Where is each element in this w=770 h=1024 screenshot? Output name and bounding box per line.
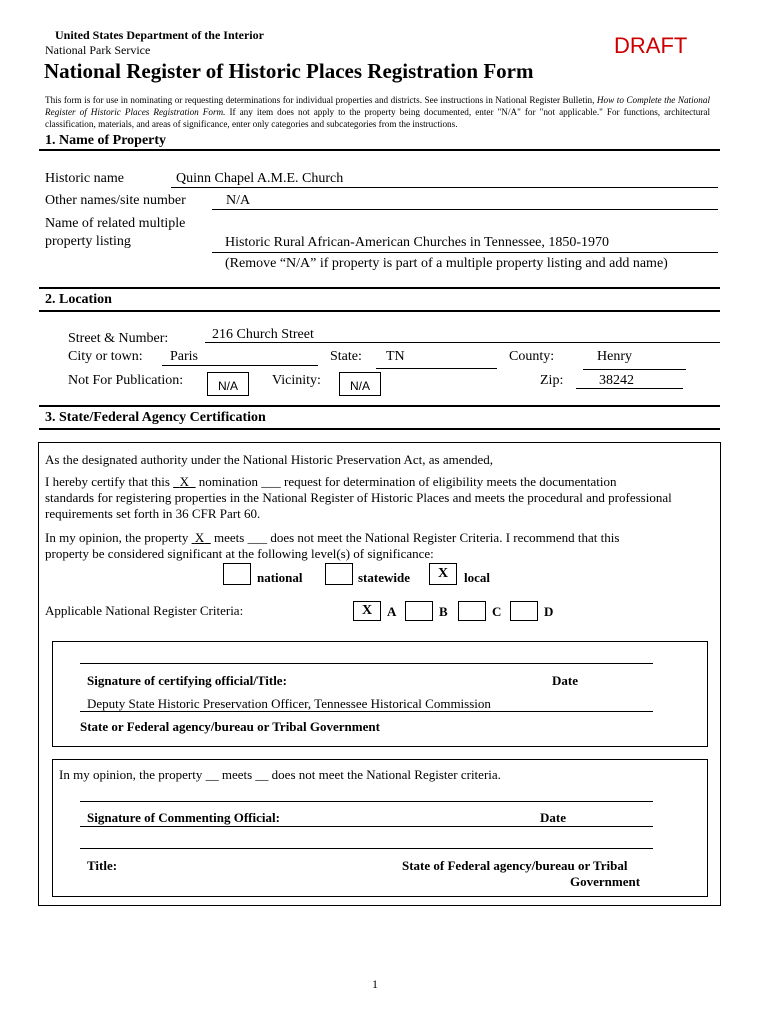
not-for-publication-label: Not For Publication: xyxy=(68,373,184,388)
local-checkbox[interactable]: X xyxy=(429,563,457,585)
related-listing-underline xyxy=(212,252,718,253)
opinion-not-meets-mark[interactable]: ___ xyxy=(247,530,268,545)
certify-request-mark[interactable]: ___ xyxy=(261,474,281,489)
state-value[interactable]: TN xyxy=(386,349,405,364)
city-value[interactable]: Paris xyxy=(170,349,198,364)
certify-line2: standards for registering properties in the National Register of Historic Places and meets the procedural and professional xyxy=(45,490,672,505)
section2-heading: 2. Location xyxy=(45,292,112,307)
related-listing-value[interactable]: Historic Rural African-American Churches in Tennessee, 1850-1970 xyxy=(225,235,610,250)
state-underline xyxy=(376,368,497,369)
statewide-label: statewide xyxy=(358,570,410,585)
criterion-b-checkbox[interactable] xyxy=(405,601,433,621)
official-title-underline xyxy=(80,711,653,712)
historic-name-value[interactable]: Quinn Chapel A.M.E. Church xyxy=(176,171,344,186)
city-label: City or town: xyxy=(68,349,143,364)
commenting-agency-line2: Government xyxy=(570,874,641,889)
form-instructions: This form is for use in nominating or requesting determinations for individual properties and districts. See instructions in National Register Bulletin, How to Complete the National Register of Historic Places Registration Form. If any item does not apply to the property being documented, enter "N/A" for "not applicable." For functions, architectural classification, materials, and areas of significance, enter only categories and subcategories from the instructions. xyxy=(45,95,710,129)
signature-line[interactable] xyxy=(80,663,653,664)
agency-label: State or Federal agency/bureau or Tribal Government xyxy=(80,719,380,734)
street-value[interactable]: 216 Church Street xyxy=(212,327,314,342)
other-names-value[interactable]: N/A xyxy=(226,193,251,208)
agency-name: National Park Service xyxy=(45,43,151,57)
zip-label: Zip: xyxy=(540,373,564,388)
criterion-c-checkbox[interactable] xyxy=(458,601,486,621)
city-underline xyxy=(162,365,318,366)
related-listing-note: (Remove “N/A” if property is part of a multiple property listing and add name) xyxy=(225,256,668,271)
criterion-a-checkbox[interactable]: X xyxy=(353,601,381,621)
section1-rule xyxy=(39,149,720,151)
title-line[interactable] xyxy=(80,848,653,849)
county-label: County: xyxy=(509,349,555,364)
section2-rule xyxy=(39,310,720,312)
criterion-a-label: A xyxy=(387,604,397,619)
county-underline xyxy=(583,369,686,370)
street-label: Street & Number: xyxy=(68,331,169,346)
commenting-opinion: In my opinion, the property __ meets __ does not meet the National Register criteria. xyxy=(59,767,501,782)
related-listing-label-line2: property listing xyxy=(45,234,131,249)
commenting-signature-line[interactable] xyxy=(80,801,653,802)
criterion-b-label: B xyxy=(439,604,448,619)
certify-nomination-mark[interactable]: X xyxy=(179,474,190,489)
commenting-meets-mark[interactable]: __ xyxy=(205,767,219,782)
county-value[interactable]: Henry xyxy=(597,349,632,364)
other-names-underline xyxy=(212,209,718,210)
opinion-meets-mark[interactable]: X xyxy=(194,530,205,545)
section3-rule xyxy=(39,428,720,430)
statewide-checkbox[interactable] xyxy=(325,563,353,585)
commenting-agency-line1: State of Federal agency/bureau or Tribal xyxy=(402,858,628,873)
official-title-value[interactable]: Deputy State Historic Preservation Officer, Tennessee Historical Commission xyxy=(87,696,491,711)
section1-heading: 1. Name of Property xyxy=(45,133,167,148)
opinion-line1: In my opinion, the property X meets ___ does not meet the National Register Criteria. I recommend that this xyxy=(45,530,620,545)
historic-name-label: Historic name xyxy=(45,171,124,186)
form-title: National Register of Historic Places Registration Form xyxy=(44,59,534,83)
historic-name-underline xyxy=(171,187,718,188)
criterion-d-label: D xyxy=(544,604,554,619)
related-listing-label-line1: Name of related multiple xyxy=(45,216,186,231)
commenting-signature-underline xyxy=(80,826,653,827)
zip-underline xyxy=(576,388,683,389)
national-label: national xyxy=(257,570,303,585)
section3-top-rule xyxy=(39,405,720,407)
commenting-not-meets-mark[interactable]: __ xyxy=(255,767,269,782)
authority-statement: As the designated authority under the National Historic Preservation Act, as amended, xyxy=(45,452,494,467)
state-label: State: xyxy=(330,349,362,364)
section2-top-rule xyxy=(39,287,720,289)
vicinity-label: Vicinity: xyxy=(272,373,321,388)
certify-line1: I hereby certify that this X nomination ___ request for determination of eligibility meets the documentation xyxy=(45,474,617,489)
signature-label: Signature of certifying official/Title: xyxy=(87,673,287,688)
certify-line3: requirements set forth in 36 CFR Part 60. xyxy=(45,506,261,521)
draft-stamp: DRAFT xyxy=(614,33,688,58)
commenting-date-label: Date xyxy=(540,810,566,825)
criteria-label: Applicable National Register Criteria: xyxy=(45,603,244,618)
commenting-signature-label: Signature of Commenting Official: xyxy=(87,810,280,825)
criterion-c-label: C xyxy=(492,604,502,619)
street-underline xyxy=(205,342,720,343)
section3-heading: 3. State/Federal Agency Certification xyxy=(45,410,266,425)
page-number: 1 xyxy=(372,977,378,991)
signature-date-label: Date xyxy=(552,673,578,688)
vicinity-box[interactable]: N/A xyxy=(339,372,381,396)
local-label: local xyxy=(464,570,490,585)
department-name: United States Department of the Interior xyxy=(55,28,264,42)
zip-value[interactable]: 38242 xyxy=(599,373,634,388)
criterion-d-checkbox[interactable] xyxy=(510,601,538,621)
title-label: Title: xyxy=(87,858,118,873)
not-for-publication-box[interactable]: N/A xyxy=(207,372,249,396)
national-checkbox[interactable] xyxy=(223,563,251,585)
other-names-label: Other names/site number xyxy=(45,193,186,208)
opinion-line2: property be considered significant at the following level(s) of significance: xyxy=(45,546,434,561)
